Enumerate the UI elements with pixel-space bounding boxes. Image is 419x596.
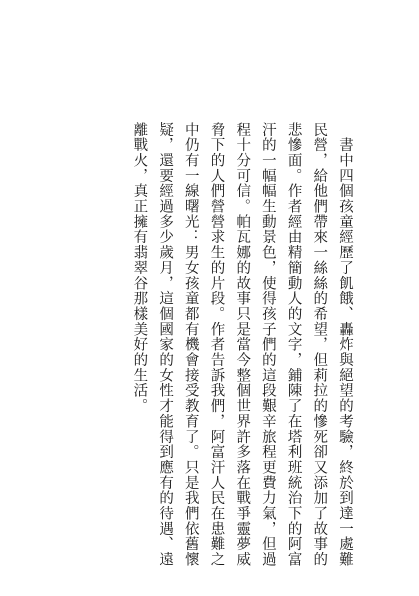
body-paragraph: 書中四個孩童經歷了飢餓、轟炸與絕望的考驗，終於到達一處難民營，給他們帶來一絲絲的希望，但莉拉的慘死卻又添加了故事的悲慘面。作者經由精簡動人的文字，鋪陳了在塔利班統治下的阿富汗的一幅幅生動景色，使得孩子們的這段艱辛旅程更費力氣，但過程十分可信。帕瓦娜的故事只是當今整個世界許多落在戰爭靈夢威脅下的人們營營求生的片段。作者告訴我們，阿富汗人民在患難之中仍有一線曙光：男女孩童都有機會接受教育了。只是我們依舊懷疑，還要經過多少歲月，這個國家的女性才能得到應有的待遇、遠離戰火，真正擁有翡翠谷那樣美好的生活。	[131, 122, 353, 568]
vertical-text-block	[126, 122, 357, 582]
